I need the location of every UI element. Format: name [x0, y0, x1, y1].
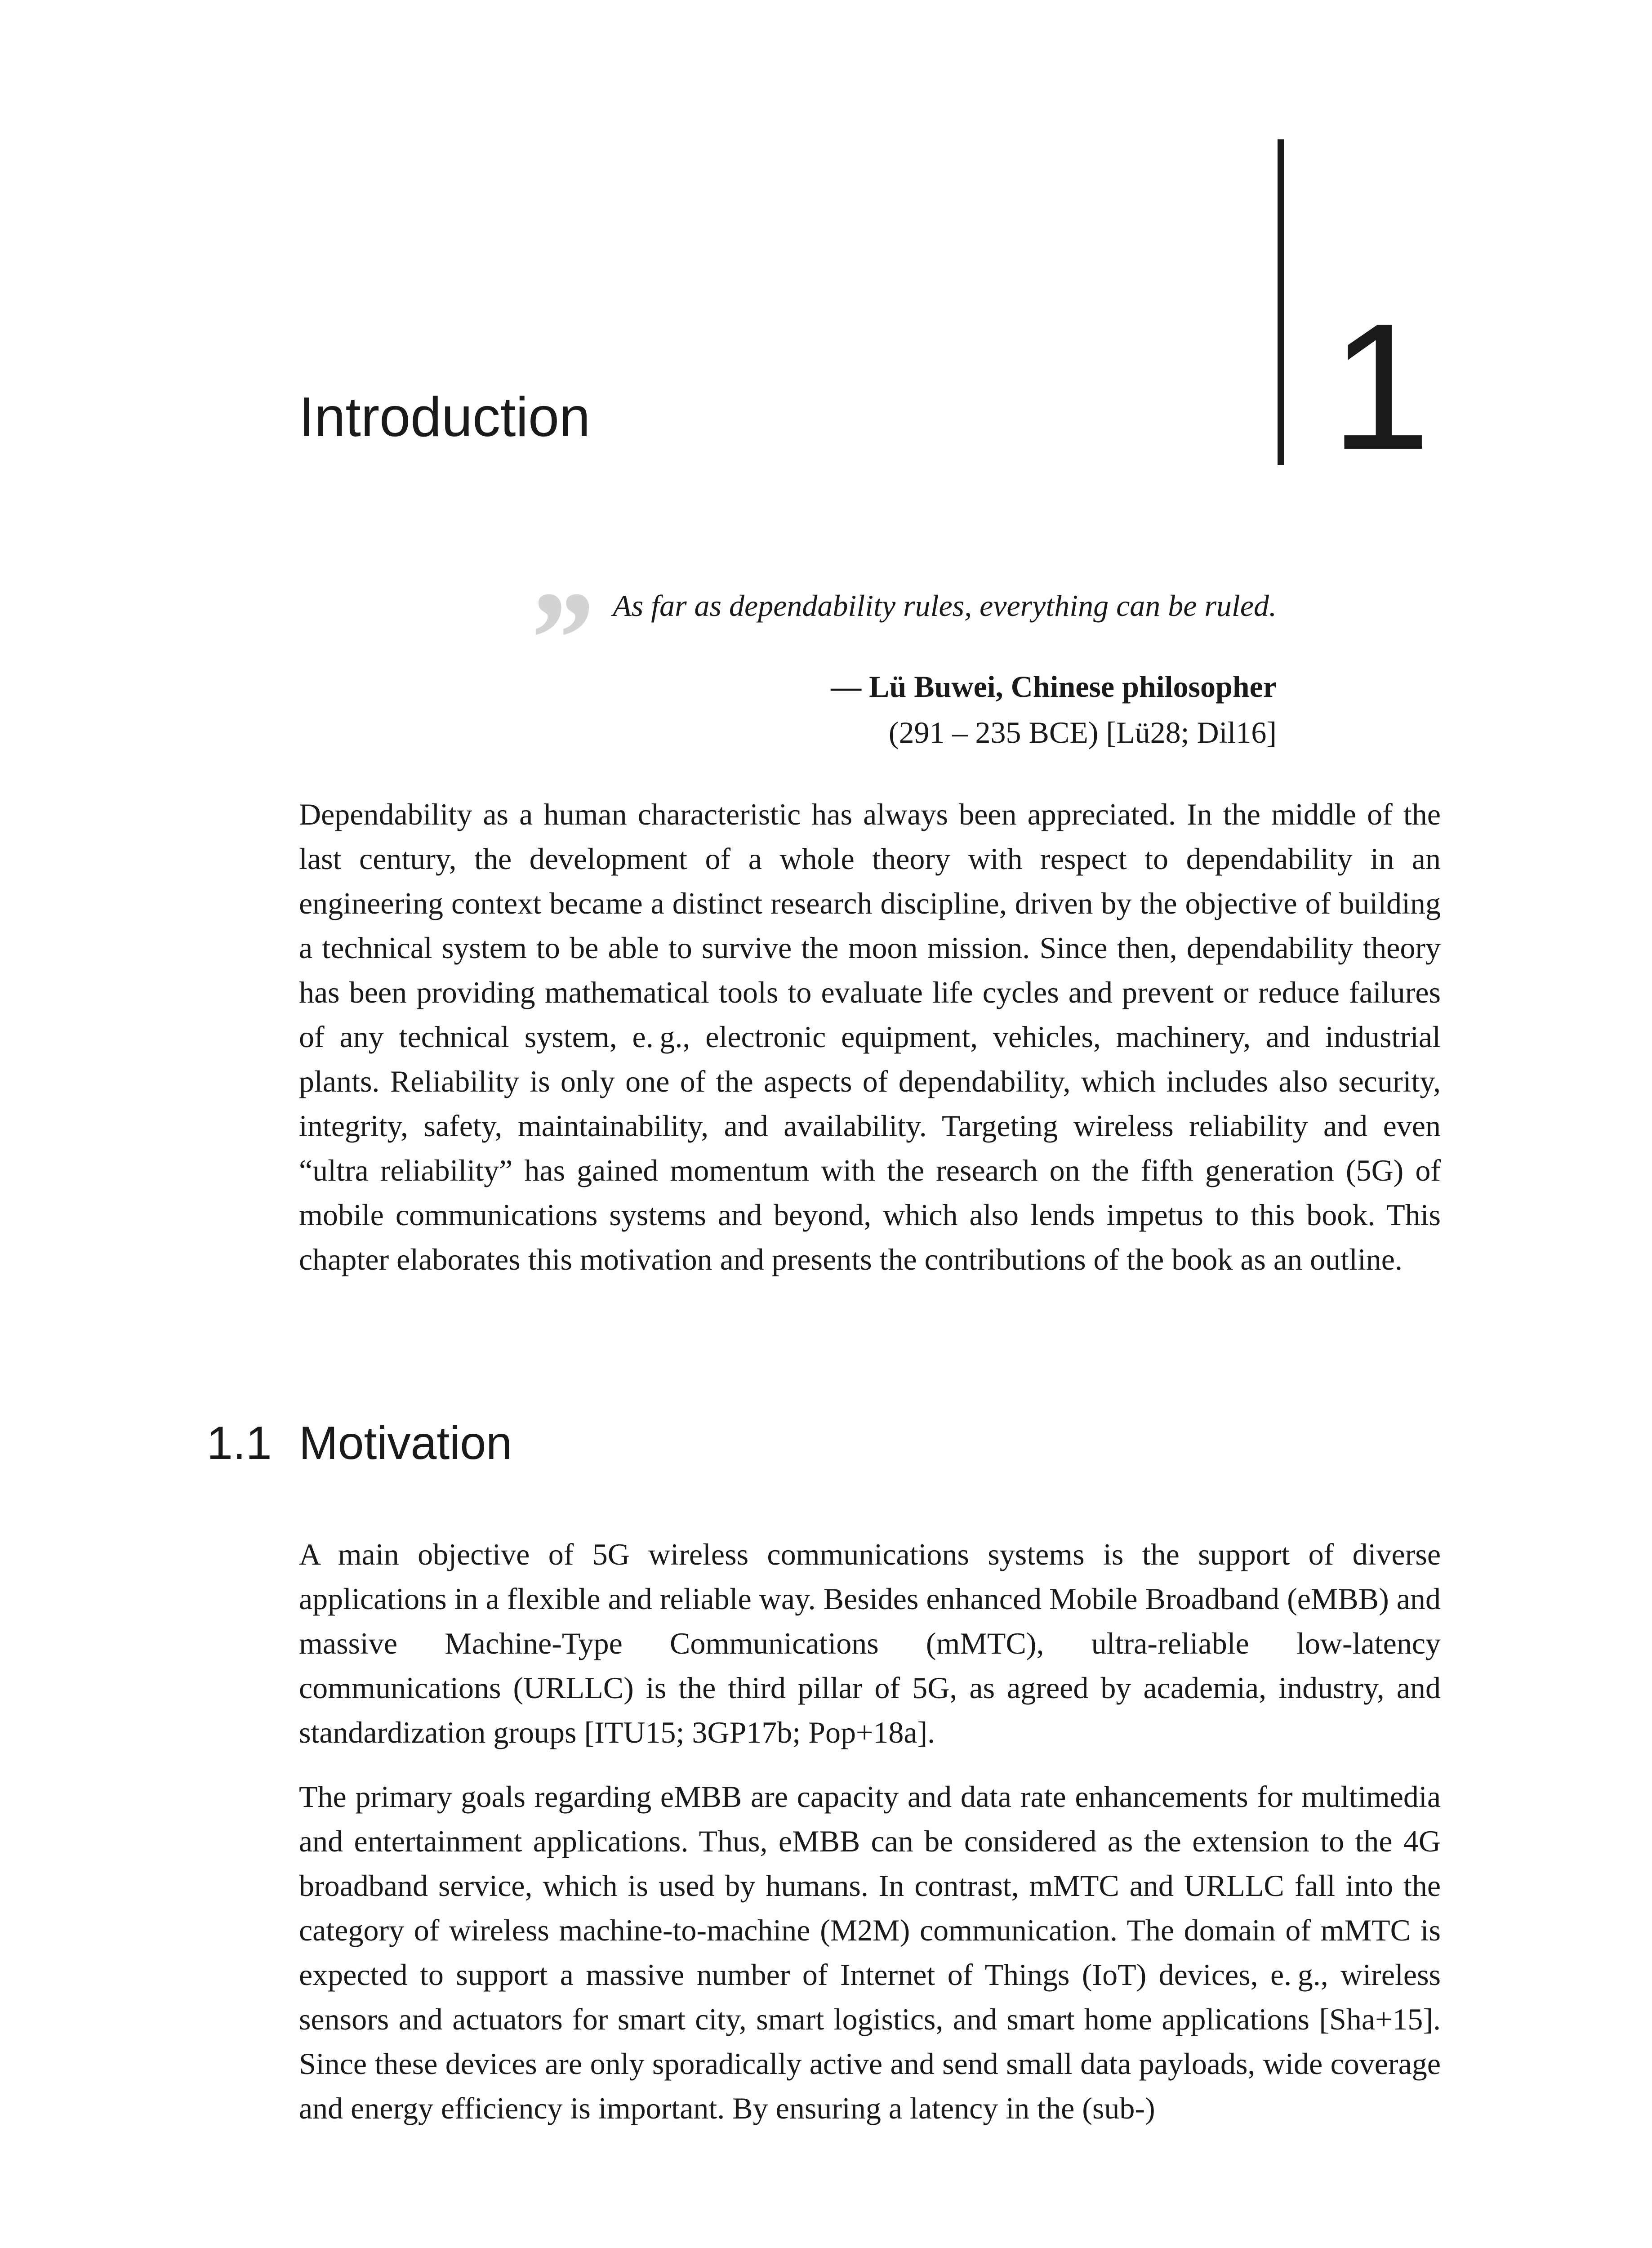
epigraph-author: — Lü Buwei, Chinese philosopher: [831, 669, 1277, 704]
epigraph-dates: (291 – 235 BCE) [Lü28; Dil16]: [888, 715, 1277, 749]
section-paragraph: The primary goals regarding eMBB are capacity and data rate enhancements for multimedia and entertainment applications. Thus, eMBB can be considered as the extension to the 4G broadband service, which is used by humans. In contrast, mMTC and URLLC fall into the category of wireless machine-to-machine (M2M) communication. The domain of mMTC is expected to support a massive number of Internet of Things (IoT) devices, e. g., wireless sensors and actuators for smart city, smart logistics, and smart home applications [Sha+15]. Since these devices are only sporadically active and send small data payloads, wide coverage and energy efficiency is important. By ensuring a latency in the (sub-): [299, 1780, 1441, 2125]
section-title: Motivation: [299, 1417, 512, 1469]
section-paragraph: A main objective of 5G wireless communications systems is the support of diverse applications in a flexible and reliable way. Besides enhanced Mobile Broadband (eMBB) and massive Machine-Type Communications (mMTC), ultra-reliable low-latency communications (URLLC) is the third pillar of 5G, as agreed by academia, industry, and standardization groups [ITU15; 3GP17b; Pop+18a].: [299, 1537, 1441, 1749]
chapter-divider-rule: [1278, 139, 1284, 465]
quote-mark-icon: ”: [524, 564, 591, 713]
intro-paragraph: Dependability as a human characteristic has always been appreciated. In the middle of the last century, the development of a whole theory with respect to dependability in an engineering context became a distinct research discipline, driven by the objective of building a technical system to be able to survive the moon mission. Since then, dependability theory has been providing mathematical tools to evaluate life cycles and prevent or reduce failures of any technical system, e. g., electronic equipment, vehicles, machinery, and industrial plants. Reliability is only one of the aspects of dependability, which includes also security, integrity, safety, maintainability, and availability. Targeting wireless reliability and even “ultra reliability” has gained momentum with the research on the fifth generation (5G) of mobile communications systems and beyond, which also lends impetus to this book. This chapter elaborates this motivation and presents the contributions of the book as an outline.: [299, 797, 1441, 1276]
section-number: 1.1: [207, 1417, 272, 1469]
chapter-number: 1: [1331, 286, 1431, 487]
chapter-title: Introduction: [299, 386, 590, 448]
epigraph-quote: As far as dependability rules, everything can be ruled.: [613, 589, 1277, 623]
